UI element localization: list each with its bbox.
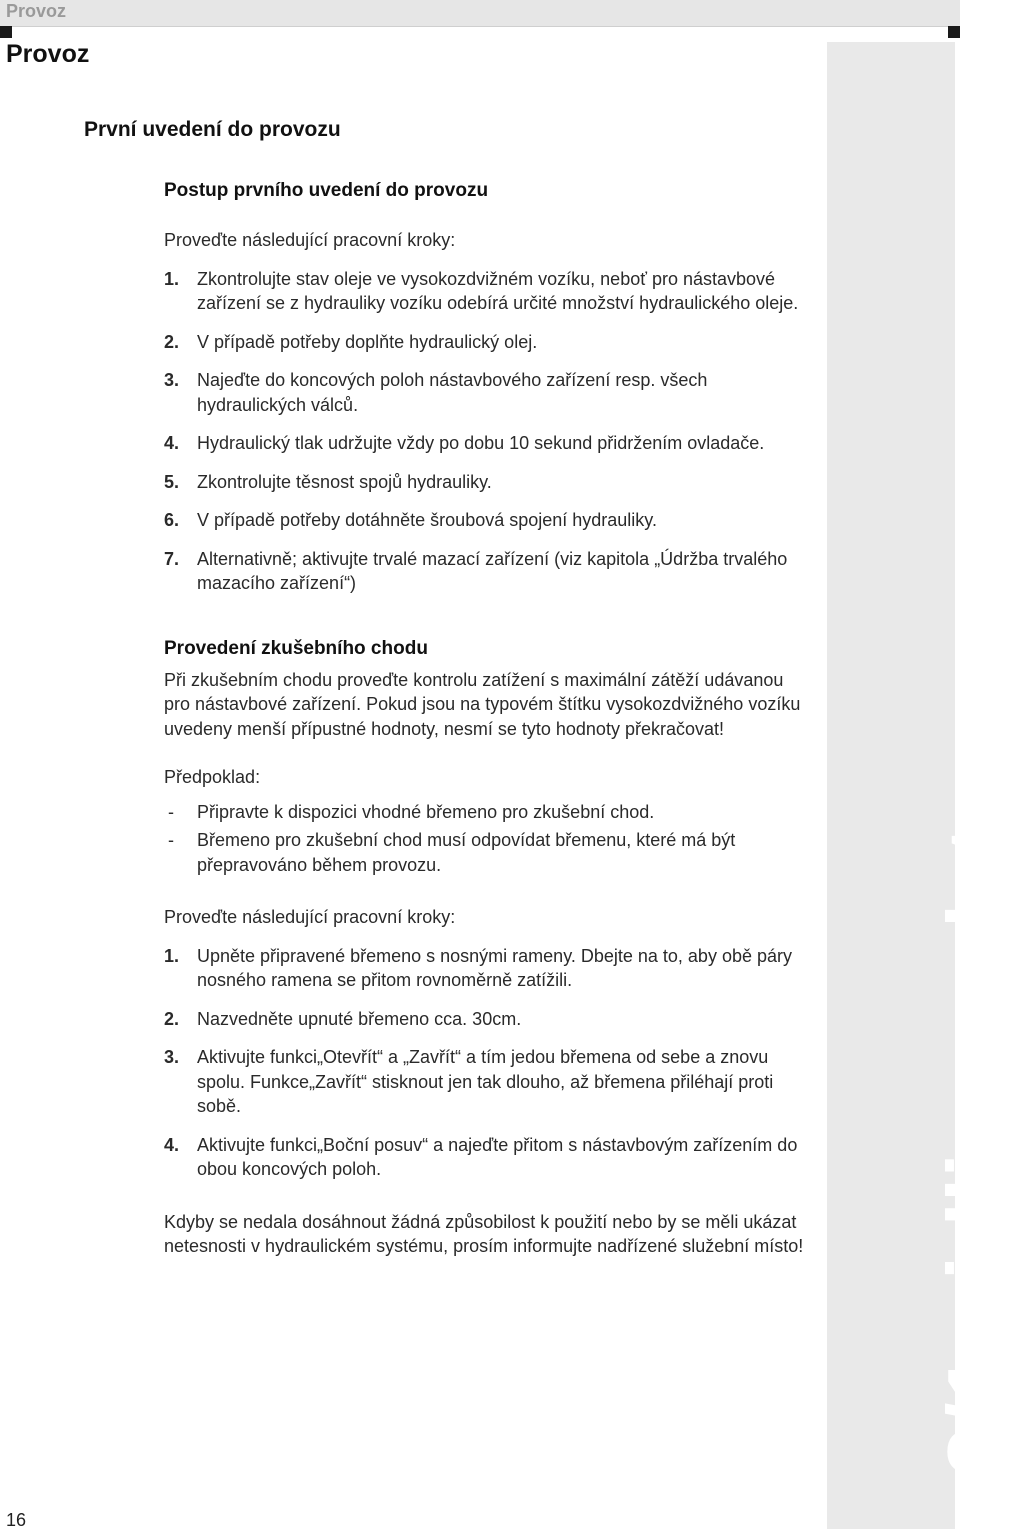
corner-marker-left bbox=[0, 26, 12, 38]
list-item bbox=[164, 508, 804, 533]
main-content bbox=[164, 178, 804, 1259]
step-text: V případě potřeby dotáhněte šroubová spojení hydrauliky. bbox=[197, 510, 657, 530]
list-item bbox=[164, 1007, 804, 1032]
step-text: Nazvedněte upnuté břemeno cca. 30cm. bbox=[197, 1008, 522, 1029]
procedure-heading: Postup prvního uvedení do provozu bbox=[164, 180, 489, 201]
step-text: Zkontrolujte stav oleje ve vysokozdvižném vozíku, neboť pro nástavbové zařízení se z hydrauliky vozíku odebírá určité množství hydraulického oleje. bbox=[197, 268, 799, 313]
step-text: V případě potřeby doplňte hydraulický olej. bbox=[197, 331, 538, 352]
list-item bbox=[164, 330, 804, 355]
step-number: 1. bbox=[164, 268, 180, 289]
step-number: 2. bbox=[164, 331, 180, 352]
page-number: 16 bbox=[6, 1510, 27, 1530]
test-run-paragraph: Při zkušebním chodu proveďte kontrolu zatížení s maximální zátěží udávanou pro nástavbové zařízení. Pokud jsou na typovém štítku vysokozdvižného vozíku uvedeny menší přípustné hodnoty, nesmí se tyto hodnoty překračovat! bbox=[164, 669, 801, 739]
page-title: Provoz bbox=[6, 40, 90, 68]
running-header-title: Provoz bbox=[6, 1, 67, 21]
step-number: 5. bbox=[164, 471, 180, 492]
step-text: Aktivujte funkci„Boční posuv“ a najeďte přitom s nástavbovým zařízením do obou koncových poloh. bbox=[197, 1134, 798, 1179]
step-number: 4. bbox=[164, 433, 180, 453]
list-item bbox=[164, 1133, 804, 1182]
procedure-steps bbox=[164, 267, 804, 596]
list-item bbox=[164, 547, 804, 596]
corner-marker-right bbox=[948, 26, 960, 38]
step-text: Upněte připravené břemeno s nosnými rameny. Dbejte na to, aby obě páry nosného ramena se přitom rovnoměrně zatížili. bbox=[197, 945, 792, 990]
test-run-intro: Proveďte následující pracovní kroky: bbox=[164, 907, 456, 927]
running-header bbox=[0, 0, 960, 27]
prerequisite-list bbox=[164, 800, 804, 878]
step-text: Zkontrolujte těsnost spojů hydrauliky. bbox=[197, 471, 492, 492]
test-run-steps bbox=[164, 944, 804, 1182]
step-number: 2. bbox=[164, 1008, 180, 1029]
list-item bbox=[164, 470, 804, 495]
test-run-heading: Provedení zkušebního chodu bbox=[164, 637, 428, 659]
section-title: První uvedení do provozu bbox=[84, 118, 341, 141]
step-text: Hydraulický tlak udržujte vždy po dobu 10 sekund přidržením ovladače. bbox=[197, 433, 765, 453]
step-text: Aktivujte funkci„Otevřít“ a „Zavřít“ a tím jedou břemena od sebe a znovu spolu. Funkce„Zavřít“ stisknout jen tak dlouho, až břemena přiléhají proti sobě. bbox=[197, 1047, 774, 1116]
list-item bbox=[164, 828, 804, 877]
list-item bbox=[164, 1045, 804, 1119]
procedure-intro: Proveďte následující pracovní kroky: bbox=[164, 230, 456, 250]
list-item bbox=[164, 267, 804, 316]
step-number: 4. bbox=[164, 1134, 180, 1155]
step-text: Najeďte do koncových poloh nástavbového zařízení resp. všech hydraulických válců. bbox=[197, 370, 708, 415]
list-item bbox=[164, 368, 804, 417]
dash-bullet: - bbox=[168, 830, 174, 850]
prerequisite-text: Břemeno pro zkušební chod musí odpovídat břemenu, které má být přepravováno během provozu. bbox=[197, 830, 736, 875]
step-number: 3. bbox=[164, 1047, 180, 1067]
prerequisite-text: Připravte k dispozici vhodné břemeno pro zkušební chod. bbox=[197, 801, 655, 822]
step-number: 7. bbox=[164, 548, 180, 569]
list-item bbox=[164, 944, 804, 993]
dash-bullet: - bbox=[168, 801, 174, 822]
step-number: 1. bbox=[164, 945, 180, 966]
step-number: 6. bbox=[164, 510, 180, 530]
list-item bbox=[164, 431, 804, 456]
prerequisite-label: Předpoklad: bbox=[164, 767, 261, 787]
step-text: Alternativně; aktivujte trvalé mazací zařízení (viz kapitola „Údržba trvalého mazacího zařízení“) bbox=[197, 548, 788, 593]
list-item bbox=[164, 800, 804, 825]
step-number: 3. bbox=[164, 370, 180, 390]
closing-paragraph: Kdyby se nedala dosáhnout žádná způsobilost k použití nebo by se měli ukázat netesnosti v hydraulickém systému, prosím informujte nadřízené služební místo! bbox=[164, 1211, 804, 1256]
chapter-side-tab-label: 2/1 vidlice palety bbox=[929, 776, 1028, 1476]
